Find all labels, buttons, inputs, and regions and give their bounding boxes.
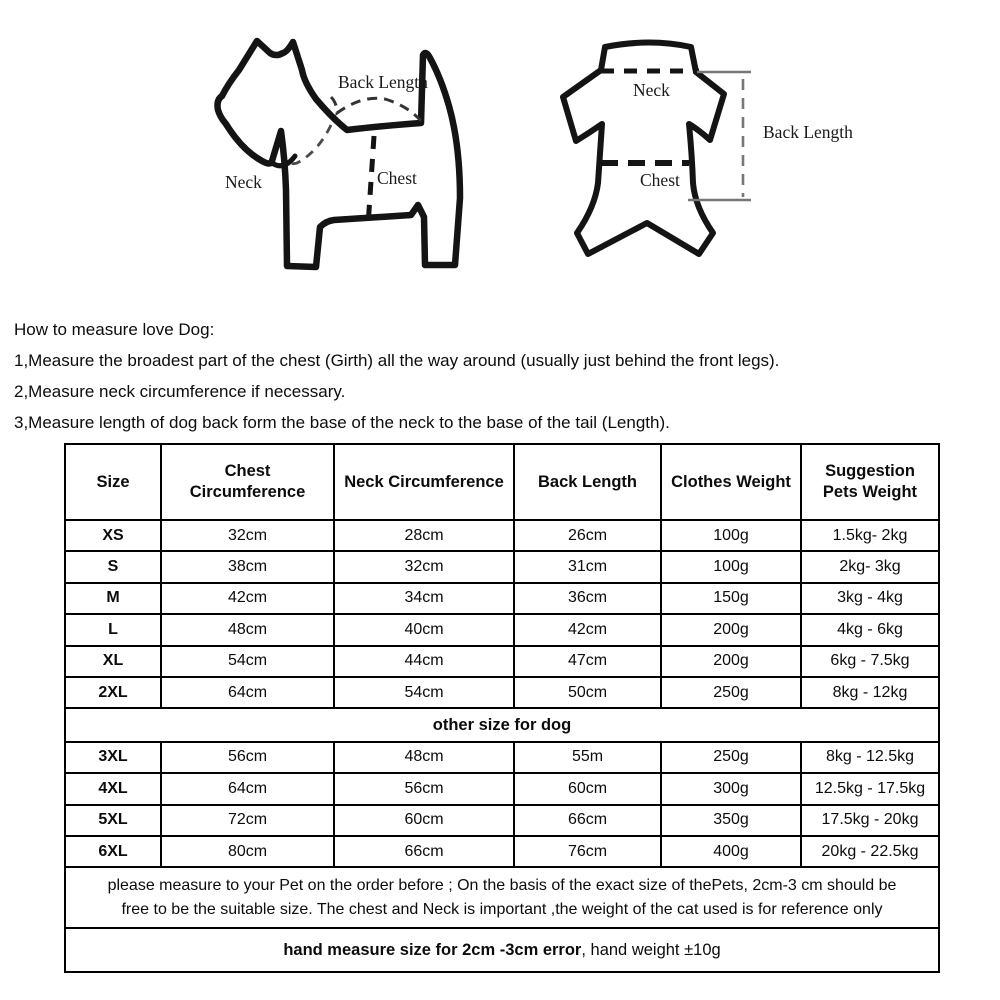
table-cell: XL: [65, 646, 161, 677]
header-row: [65, 444, 939, 520]
instruction-step-1: 1,Measure the broadest part of the chest (Girth) all the way around (usually just behind the front legs).: [14, 351, 780, 370]
table-cell: 54cm: [334, 677, 514, 708]
size-row-6xl: [65, 836, 939, 867]
table-cell: 31cm: [514, 551, 661, 582]
table-cell: 8kg - 12kg: [801, 677, 939, 708]
table-cell: 55m: [514, 742, 661, 773]
table-cell: 72cm: [161, 805, 334, 836]
table-cell: 6XL: [65, 836, 161, 867]
neck-label: Neck: [225, 172, 262, 192]
table-cell: 4XL: [65, 773, 161, 804]
table-cell: 3XL: [65, 742, 161, 773]
table-cell: 36cm: [514, 583, 661, 614]
dog-top-view-diagram: [563, 43, 853, 255]
table-cell: 150g: [661, 583, 801, 614]
hand-measure-note-rest: , hand weight ±10g: [581, 940, 721, 959]
table-cell: 1.5kg- 2kg: [801, 520, 939, 551]
measure-note-line-1: please measure to your Pet on the order before ; On the basis of the exact size of thePets, 2cm-3 cm should be: [107, 876, 897, 894]
table-cell: 200g: [661, 646, 801, 677]
measure-note-row: [65, 867, 939, 928]
table-cell: 200g: [661, 614, 801, 645]
table-cell: 54cm: [161, 646, 334, 677]
table-cell: 44cm: [334, 646, 514, 677]
table-cell: 100g: [661, 520, 801, 551]
table-cell: 6kg - 7.5kg: [801, 646, 939, 677]
column-header-neck: Neck Circumference: [334, 444, 514, 520]
size-chart-table: [64, 443, 940, 973]
table-cell: 50cm: [514, 677, 661, 708]
table-cell: 2kg- 3kg: [801, 551, 939, 582]
measurement-diagrams: [0, 0, 1000, 310]
back-length-label: Back Length: [338, 72, 428, 92]
table-cell: 64cm: [161, 773, 334, 804]
table-cell: 60cm: [514, 773, 661, 804]
garment-outline: [563, 43, 724, 255]
back-length-label: Back Length: [763, 122, 853, 142]
table-cell: 76cm: [514, 836, 661, 867]
chest-label: Chest: [377, 168, 417, 188]
hand-measure-note-row: [65, 928, 939, 972]
table-cell: XS: [65, 520, 161, 551]
neck-label: Neck: [633, 80, 670, 100]
size-row-xs: [65, 520, 939, 551]
table-cell: 48cm: [161, 614, 334, 645]
size-row-m: [65, 583, 939, 614]
instruction-step-3: 3,Measure length of dog back form the base of the neck to the base of the tail (Length).: [14, 413, 670, 432]
other-size-divider-row: [65, 708, 939, 741]
size-row-3xl: [65, 742, 939, 773]
table-cell: 48cm: [334, 742, 514, 773]
table-cell: 3kg - 4kg: [801, 583, 939, 614]
table-cell: 4kg - 6kg: [801, 614, 939, 645]
table-cell: 40cm: [334, 614, 514, 645]
table-cell: 12.5kg - 17.5kg: [801, 773, 939, 804]
size-row-2xl: [65, 677, 939, 708]
table-cell: 42cm: [161, 583, 334, 614]
other-size-divider-label: other size for dog: [65, 708, 939, 741]
size-row-5xl: [65, 805, 939, 836]
table-cell: 8kg - 12.5kg: [801, 742, 939, 773]
column-header-clothes-weight: Clothes Weight: [661, 444, 801, 520]
measure-note-line-2: free to be the suitable size. The chest and Neck is important ,the weight of the cat used is for reference only: [121, 900, 883, 918]
table-cell: M: [65, 583, 161, 614]
table-cell: S: [65, 551, 161, 582]
size-row-s: [65, 551, 939, 582]
table-cell: 5XL: [65, 805, 161, 836]
table-cell: 66cm: [514, 805, 661, 836]
column-header-chest: Chest Circumference: [161, 444, 334, 520]
size-row-xl: [65, 646, 939, 677]
hand-measure-note-bold: hand measure size for 2cm -3cm error: [283, 940, 582, 959]
table-cell: 34cm: [334, 583, 514, 614]
table-cell: 300g: [661, 773, 801, 804]
column-header-pets-weight: Suggestion Pets Weight: [801, 444, 939, 520]
size-row-l: [65, 614, 939, 645]
table-cell: 47cm: [514, 646, 661, 677]
chest-label: Chest: [640, 170, 680, 190]
table-cell: 250g: [661, 677, 801, 708]
table-cell: 32cm: [334, 551, 514, 582]
table-cell: 32cm: [161, 520, 334, 551]
back-length-measure-line: [331, 97, 421, 121]
size-row-4xl: [65, 773, 939, 804]
table-cell: 80cm: [161, 836, 334, 867]
table-cell: 42cm: [514, 614, 661, 645]
table-cell: 100g: [661, 551, 801, 582]
table-cell: 26cm: [514, 520, 661, 551]
column-header-back-length: Back Length: [514, 444, 661, 520]
instruction-step-2: 2,Measure neck circumference if necessary.: [14, 382, 346, 401]
table-cell: 38cm: [161, 551, 334, 582]
table-cell: 17.5kg - 20kg: [801, 805, 939, 836]
column-header-size: Size: [65, 444, 161, 520]
table-cell: 56cm: [334, 773, 514, 804]
table-cell: 66cm: [334, 836, 514, 867]
table-cell: 350g: [661, 805, 801, 836]
table-cell: 56cm: [161, 742, 334, 773]
table-cell: 2XL: [65, 677, 161, 708]
table-cell: 60cm: [334, 805, 514, 836]
table-cell: L: [65, 614, 161, 645]
table-cell: 250g: [661, 742, 801, 773]
table-cell: 64cm: [161, 677, 334, 708]
instructions-title: How to measure love Dog:: [14, 320, 215, 339]
table-cell: 400g: [661, 836, 801, 867]
table-cell: 20kg - 22.5kg: [801, 836, 939, 867]
table-cell: 28cm: [334, 520, 514, 551]
dog-side-view-diagram: [218, 41, 461, 267]
